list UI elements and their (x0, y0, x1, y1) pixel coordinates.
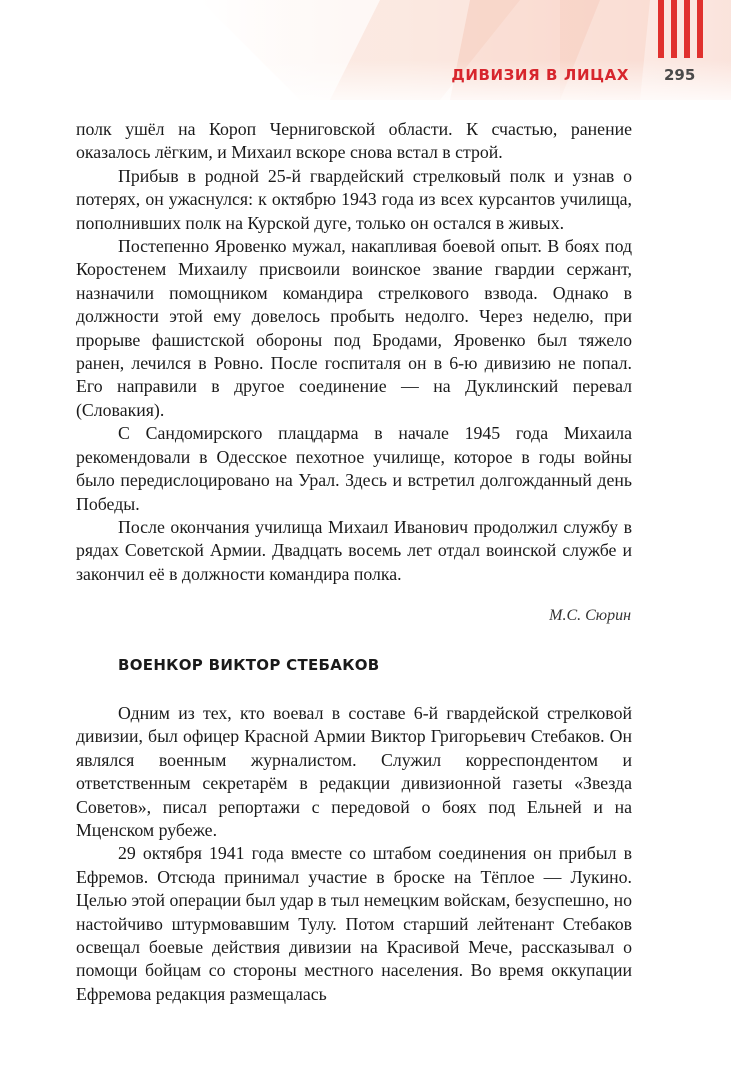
header-decoration (0, 0, 731, 110)
article-body-part2 (76, 702, 632, 1006)
paragraph: полк ушёл на Короп Черниговской области. К счастью, ранение оказалось лёгким, и Михаил вскоре снова встал в строй. (76, 119, 632, 163)
paragraph: Одним из тех, кто воевал в составе 6-й гвардейской стрелковой дивизии, был офицер Красной Армии Виктор Григорьевич Стебаков. Он являлся военным журналистом. Служил корреспондентом и ответственным секретарём в редакции дивизионной газеты «Звезда Советов», писал репортажи с передовой о боях под Ельней и на Мценском рубеже. (76, 703, 632, 841)
author-signature: М.С. Сюрин (549, 607, 631, 624)
paragraph: С Сандомирского плацдарма в начале 1945 года Михаила рекомендовали в Одесское пехотное училище, которое в годы войны было передислоцировано на Урал. Здесь и встретил долгожданный день Победы. (76, 423, 632, 514)
paragraph: После окончания училища Михаил Иванович продолжил службу в рядах Советской Армии. Двадцать восемь лет отдал воинской службе и закончил её в должности командира полка. (76, 516, 632, 584)
page-number: 295 (664, 66, 696, 84)
paragraph: Прибыв в родной 25-й гвардейский стрелковый полк и узнав о потерях, он ужаснулся: к октябрю 1943 года из всех курсантов училища, пополнивших полк на Курской дуге, только он остался в живых. (76, 165, 632, 233)
paragraph: Постепенно Яровенко мужал, накапливая боевой опыт. В боях под Коростенем Михаилу присвоили воинское звание гвардии сержант, назначили помощником командира стрелкового взвода. Однако в должности этой ему довелось пробыть недолго. Через неделю, при прорыве фашистской обороны под Бродами, Яровенко был тяжело ранен, лечился в Ровно. После госпиталя он в 6-ю дивизию не попал. Его направили в другое соединение — на Дуклинский перевал (Словакия). (76, 236, 632, 420)
paragraph: 29 октября 1941 года вместе со штабом соединения он прибыл в Ефремов. Отсюда принимал участие в броске на Тёплое — Лукино. Целью этой операции был удар в тыл немецким войскам, безуспешно, но настойчиво штурмовавшим Тулу. Потом старший лейтенант Стебаков освещал боевые действия дивизии на Красивой Мече, рассказывал о помощи бойцам со стороны местного населения. Во время оккупации Ефремова редакция размещалась (76, 843, 632, 1004)
article-heading: ВОЕНКОР ВИКТОР СТЕБАКОВ (118, 656, 380, 674)
running-header-title: ДИВИЗИЯ В ЛИЦАХ (451, 66, 629, 84)
article-body-part1 (76, 118, 632, 586)
